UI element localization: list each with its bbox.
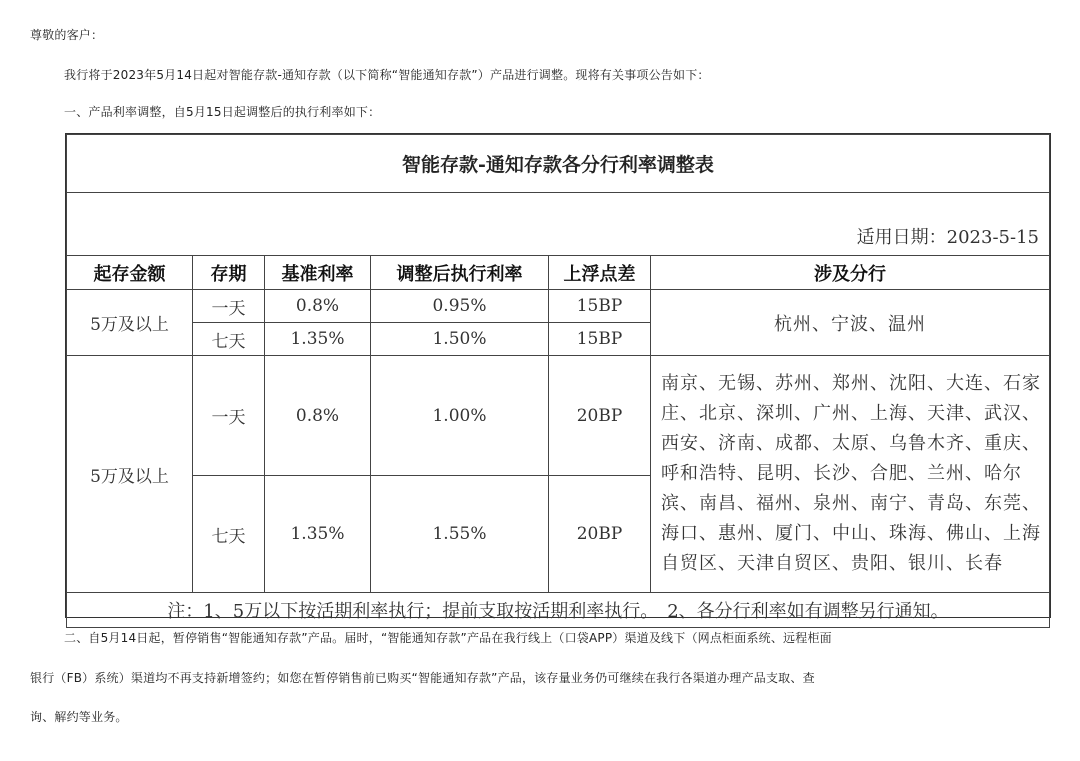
base-rate-cell: 0.8% <box>265 356 371 476</box>
spread-cell: 20BP <box>549 356 651 476</box>
header-exec-rate: 调整后执行利率 <box>371 256 549 290</box>
section-1-heading: 一、产品利率调整，自5月15日起调整后的执行利率如下： <box>64 105 381 119</box>
branches-cell: 杭州、宁波、温州 <box>651 290 1050 356</box>
term-cell: 一天 <box>193 356 265 476</box>
term-cell: 一天 <box>193 290 265 323</box>
branches-cell: 南京、无锡、苏州、郑州、沈阳、大连、石家庄、北京、深圳、广州、上海、天津、武汉、西安、济南、成都、太原、乌鲁木齐、重庆、呼和浩特、昆明、长沙、合肥、兰州、哈尔滨、南昌、福州、泉州、南宁、青岛、东莞、海口、惠州、厦门、中山、珠海、佛山、上海自贸区、天津自贸区、贵阳、银川、长春 <box>651 356 1050 593</box>
table-row <box>67 356 1050 476</box>
exec-rate-cell: 0.95% <box>371 290 549 323</box>
term-cell: 七天 <box>193 476 265 593</box>
base-rate-cell: 1.35% <box>265 323 371 356</box>
intro-paragraph: 我行将于2023年5月14日起对智能存款-通知存款（以下简称“智能通知存款”）产品进行调整。现将有关事项公告如下： <box>64 68 710 82</box>
term-cell: 七天 <box>193 323 265 356</box>
header-amount: 起存金额 <box>67 256 193 290</box>
amount-cell: 5万及以上 <box>67 356 193 593</box>
table-title: 智能存款-通知存款各分行利率调整表 <box>67 135 1050 193</box>
header-branches: 涉及分行 <box>651 256 1050 290</box>
header-base-rate: 基准利率 <box>265 256 371 290</box>
section-2-line-1: 二、自5月14日起，暂停销售“智能通知存款”产品。届时，“智能通知存款”产品在我行线上（口袋APP）渠道及线下（网点柜面系统、远程柜面 <box>64 631 832 645</box>
table-note: 注：1、5万以下按活期利率执行；提前支取按活期利率执行。 2、各分行利率如有调整另行通知。 <box>67 593 1050 628</box>
header-spread: 上浮点差 <box>549 256 651 290</box>
exec-rate-cell: 1.50% <box>371 323 549 356</box>
table-row <box>67 290 1050 323</box>
spread-cell: 15BP <box>549 290 651 323</box>
greeting: 尊敬的客户： <box>30 28 104 42</box>
section-2-line-2: 银行（FB）系统）渠道均不再支持新增签约；如您在暂停销售前已购买“智能通知存款”产品，该存量业务仍可继续在我行各渠道办理产品支取、查 <box>30 671 815 685</box>
base-rate-cell: 0.8% <box>265 290 371 323</box>
exec-rate-cell: 1.55% <box>371 476 549 593</box>
amount-cell: 5万及以上 <box>67 290 193 356</box>
header-term: 存期 <box>193 256 265 290</box>
exec-rate-cell: 1.00% <box>371 356 549 476</box>
section-2-line-3: 询、解约等业务。 <box>30 710 128 724</box>
spread-cell: 15BP <box>549 323 651 356</box>
effective-date: 适用日期：2023-5-15 <box>67 193 1050 256</box>
base-rate-cell: 1.35% <box>265 476 371 593</box>
spread-cell: 20BP <box>549 476 651 593</box>
rate-adjustment-table <box>65 133 1051 622</box>
